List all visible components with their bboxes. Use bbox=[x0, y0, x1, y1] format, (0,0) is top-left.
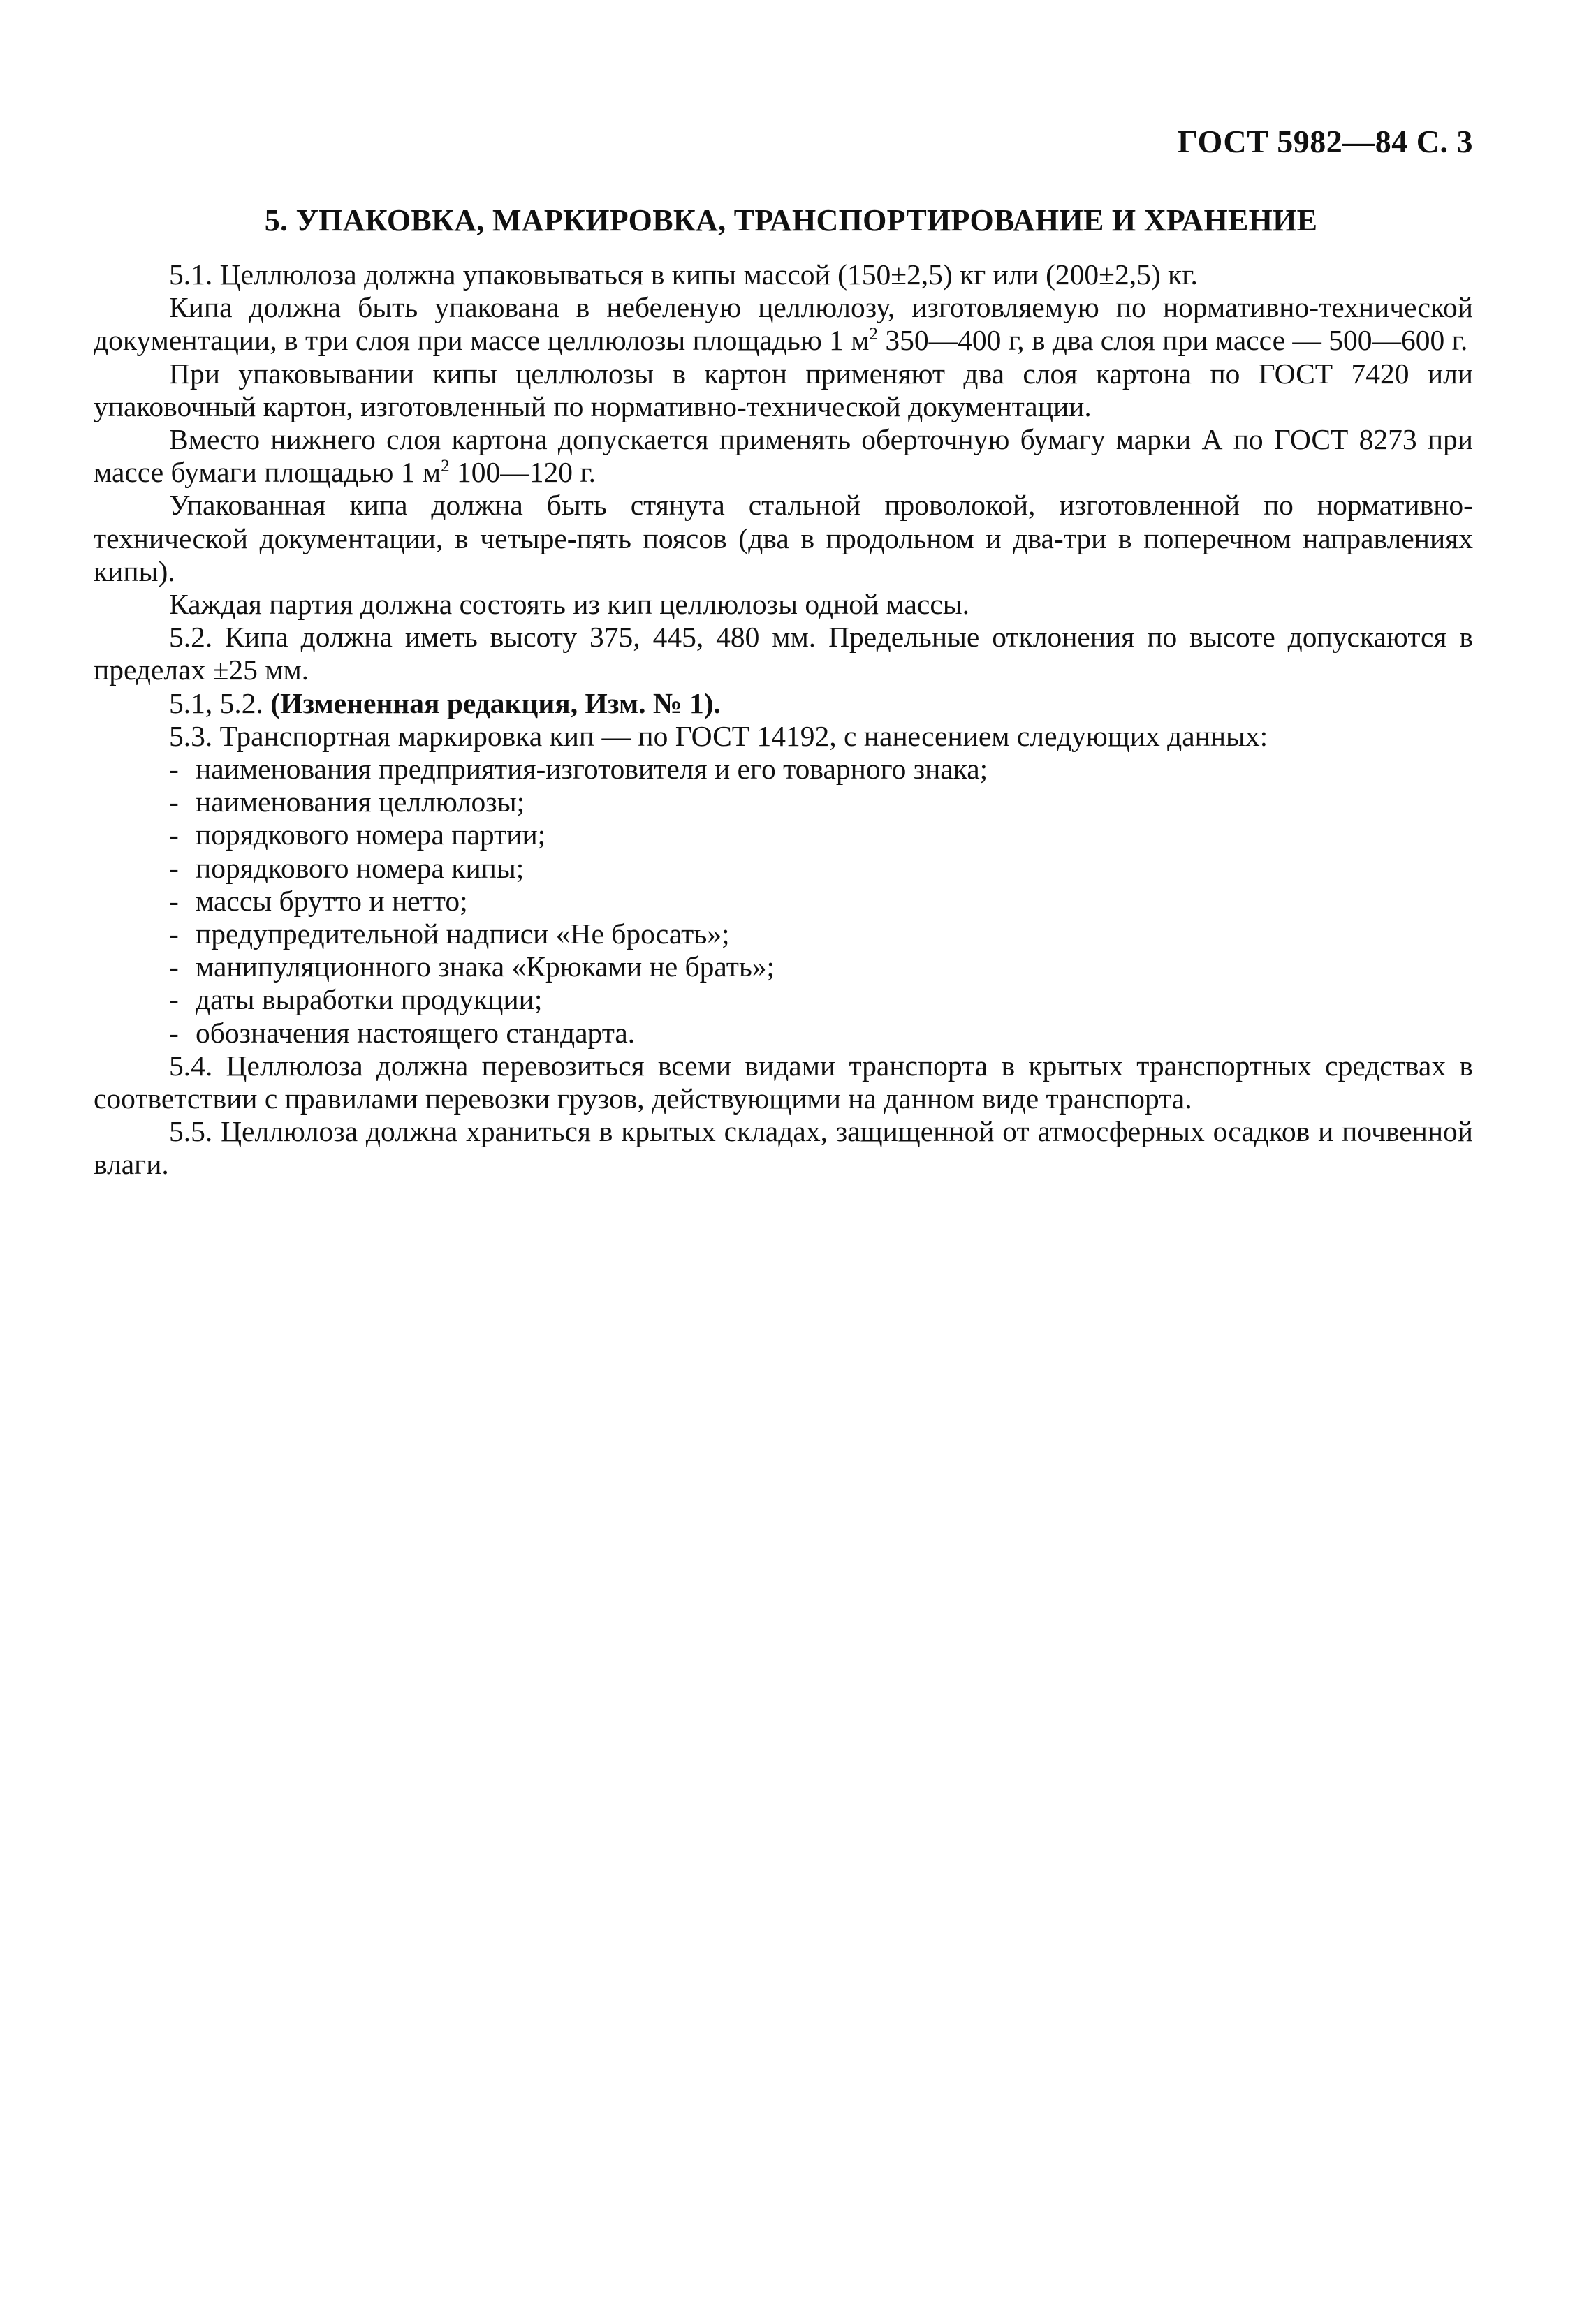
list-item bbox=[94, 753, 1473, 786]
superscript-square: 2 bbox=[869, 325, 878, 344]
paragraph-batch: Каждая партия должна состоять из кип целлюлозы одной массы. bbox=[169, 588, 970, 621]
paragraph-text: 100—120 г. bbox=[449, 456, 596, 489]
paragraph-5-3: 5.3. Транспортная маркировка кип — по ГОСТ 14192, с нанесением следующих данных: bbox=[169, 719, 1268, 752]
list-item-text: наименования предприятия-изготовителя и его товарного знака; bbox=[196, 753, 988, 786]
paragraph-text: 350—400 г, в два слоя при массе — 500—600 г. bbox=[877, 324, 1468, 357]
section-title: 5. УПАКОВКА, МАРКИРОВКА, ТРАНСПОРТИРОВАНИЕ И ХРАНЕНИЕ bbox=[264, 203, 1318, 237]
paragraph-5-4: 5.4. Целлюлоза должна перевозиться всеми видами транспорта в крытых транспортных средствах в соответствии с правилами перевозки грузов, действующими на данном виде транспорта. bbox=[94, 1049, 1473, 1115]
list-dash: - bbox=[169, 753, 179, 786]
list-item bbox=[94, 786, 1473, 818]
paragraph-wrapping-paper bbox=[94, 423, 1473, 489]
list-item-text: даты выработки продукции; bbox=[196, 983, 543, 1016]
list-dash: - bbox=[169, 884, 179, 917]
list-item-text: порядкового номера партии; bbox=[196, 818, 546, 851]
list-item-text: наименования целлюлозы; bbox=[196, 786, 525, 818]
list-item bbox=[94, 983, 1473, 1016]
list-dash: - bbox=[169, 1016, 179, 1049]
list-item bbox=[94, 950, 1473, 983]
list-item-text: манипуляционного знака «Крюками не брать»; bbox=[196, 950, 775, 983]
list-dash: - bbox=[169, 786, 179, 818]
superscript-square: 2 bbox=[441, 457, 450, 476]
paragraph-5-1: 5.1. Целлюлоза должна упаковываться в кипы массой (150±2,5) кг или (200±2,5) кг. bbox=[169, 258, 1198, 290]
list-item bbox=[94, 885, 1473, 918]
paragraph-5-5: 5.5. Целлюлоза должна храниться в крытых складах, защищенной от атмосферных осадков и почвенной влаги. bbox=[94, 1115, 1473, 1181]
paragraph-steel-wire: Упакованная кипа должна быть стянута стальной проволокой, изготовленной по нормативно-технической документации, в четыре-пять поясов (два в продольном и два-три в поперечном направлениях кипы). bbox=[94, 489, 1473, 587]
list-item-text: обозначения настоящего стандарта. bbox=[196, 1016, 636, 1049]
list-item-text: предупредительной надписи «Не бросать»; bbox=[196, 918, 730, 950]
paragraph-cardboard: При упаковывании кипы целлюлозы в картон применяют два слоя картона по ГОСТ 7420 или упаковочный картон, изготовленный по нормативно-технической документации. bbox=[94, 357, 1473, 422]
paragraph-bale-wrapping bbox=[94, 291, 1473, 357]
list-item-text: массы брутто и нетто; bbox=[196, 884, 468, 917]
amendment-prefix: 5.1, 5.2. bbox=[169, 686, 271, 719]
list-item bbox=[94, 852, 1473, 885]
list-item-text: порядкового номера кипы; bbox=[196, 851, 525, 884]
paragraph-5-2: 5.2. Кипа должна иметь высоту 375, 445, 480 мм. Предельные отклонения по высоте допускаются в пределах ±25 мм. bbox=[94, 621, 1473, 686]
paragraph-text: Кипа должна быть упакована в небеленую целлюлозу, изготовляемую по нормативно-технической документации, в три слоя при массе целлюлозы площадью 1 м bbox=[94, 291, 1473, 357]
list-item bbox=[94, 918, 1473, 950]
section-body bbox=[94, 258, 1473, 1182]
list-dash: - bbox=[169, 918, 179, 950]
amendment-bold: (Измененная редакция, Изм. № 1). bbox=[270, 686, 721, 719]
paragraph-amendment-note bbox=[94, 687, 1473, 720]
list-dash: - bbox=[169, 851, 179, 884]
page-header-reference: ГОСТ 5982—84 С. 3 bbox=[1177, 124, 1473, 159]
list-item bbox=[94, 818, 1473, 851]
paragraph-text: Вместо нижнего слоя картона допускается применять оберточную бумагу марки А по ГОСТ 8273 при массе бумаги площадью 1 м bbox=[94, 423, 1473, 489]
list-item bbox=[94, 1017, 1473, 1050]
list-dash: - bbox=[169, 950, 179, 983]
marking-list bbox=[94, 753, 1473, 1050]
list-dash: - bbox=[169, 983, 179, 1016]
list-dash: - bbox=[169, 818, 179, 851]
